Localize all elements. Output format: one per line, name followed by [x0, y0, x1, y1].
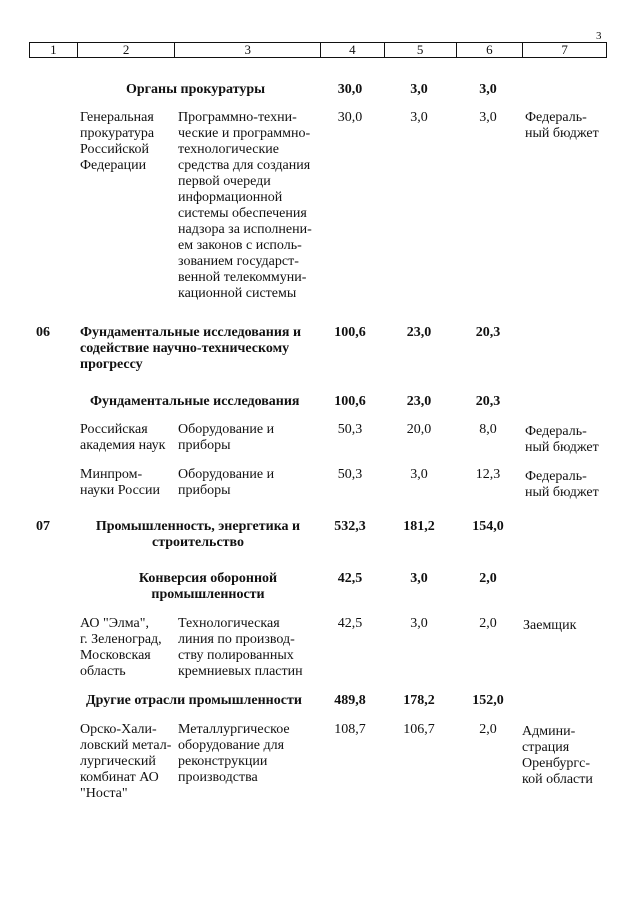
value-col4: 100,6 [334, 325, 366, 340]
value-col4: 532,3 [334, 519, 366, 534]
org-name: АО "Элма", г. Зеленоград, Московская область [80, 616, 162, 679]
section-heading-prokuratura: Органы прокуратуры [126, 82, 266, 97]
org-name: Российская академия наук [80, 422, 166, 453]
value-col5: 3,0 [410, 616, 428, 631]
section-code: 06 [36, 325, 50, 340]
value-col4: 42,5 [337, 616, 363, 631]
funding-source: Федераль- ный бюджет [525, 424, 599, 455]
page-number: 3 [596, 30, 602, 42]
item-description: Оборудование и приборы [178, 467, 275, 498]
value-col6: 152,0 [472, 693, 504, 708]
funding-source: Админи- страция Оренбургс- кой области [522, 724, 593, 787]
item-description: Оборудование и приборы [178, 422, 275, 453]
value-col5: 3,0 [410, 110, 428, 125]
value-col5: 23,0 [406, 325, 432, 340]
value-col5: 178,2 [403, 693, 435, 708]
value-col6: 3,0 [479, 110, 497, 125]
header-col-3: 3 [175, 43, 321, 57]
value-col6: 154,0 [472, 519, 504, 534]
item-description: Технологическая линия по производ- ству полированных кремниевых пластин [178, 616, 303, 679]
value-col5: 3,0 [410, 467, 428, 482]
value-col4: 50,3 [337, 467, 363, 482]
value-col4: 30,0 [337, 82, 363, 97]
org-name: Орско-Хали- ловский метал- лургический комбинат АО "Носта" [80, 722, 172, 801]
section-title: Фундаментальные исследования и содействие научно-техническому прогрессу [80, 325, 302, 372]
value-col6: 2,0 [479, 571, 497, 586]
section-code: 07 [36, 519, 50, 534]
value-col4: 100,6 [334, 394, 366, 409]
value-col4: 108,7 [334, 722, 366, 737]
value-col5: 3,0 [410, 571, 428, 586]
value-col4: 30,0 [337, 110, 363, 125]
table-header-row [29, 42, 607, 58]
funding-source: Федераль- ный бюджет [525, 469, 599, 500]
value-col4: 42,5 [337, 571, 363, 586]
header-col-4: 4 [321, 43, 385, 57]
funding-source: Заемщик [523, 618, 577, 633]
value-col6: 2,0 [479, 616, 497, 631]
value-col5: 20,0 [406, 422, 432, 437]
value-col5: 106,7 [403, 722, 435, 737]
subsection-heading: Конверсия оборонной промышленности [138, 571, 278, 602]
subsection-heading: Другие отрасли промышленности [86, 693, 302, 708]
org-name: Минпром- науки России [80, 467, 160, 498]
value-col6: 20,3 [475, 394, 501, 409]
subsection-heading: Фундаментальные исследования [90, 394, 300, 409]
header-col-1: 1 [30, 43, 78, 57]
value-col6: 2,0 [479, 722, 497, 737]
section-title: Промышленность, энергетика и строительство [95, 519, 301, 550]
value-col6: 3,0 [479, 82, 497, 97]
value-col5: 181,2 [403, 519, 435, 534]
header-col-6: 6 [457, 43, 524, 57]
value-col4: 50,3 [337, 422, 363, 437]
funding-source: Федераль- ный бюджет [525, 110, 599, 141]
value-col5: 3,0 [410, 82, 428, 97]
header-col-5: 5 [385, 43, 457, 57]
value-col4: 489,8 [334, 693, 366, 708]
header-col-7: 7 [561, 42, 568, 57]
org-name: Генеральная прокуратура Российской Федерации [80, 110, 155, 173]
item-description: Металлургическое оборудование для реконструкции производства [178, 722, 290, 785]
header-col-2: 2 [78, 43, 176, 57]
value-col6: 12,3 [475, 467, 501, 482]
value-col6: 20,3 [475, 325, 501, 340]
value-col5: 23,0 [406, 394, 432, 409]
item-description: Программно-техни- ческие и программно- технологические средства для создания первой очереди информационной системы обеспечения надзора за исполнени- ем законов с исполь- зованием государст- венной телекоммуни- кационной системы [178, 110, 312, 301]
value-col6: 8,0 [479, 422, 497, 437]
